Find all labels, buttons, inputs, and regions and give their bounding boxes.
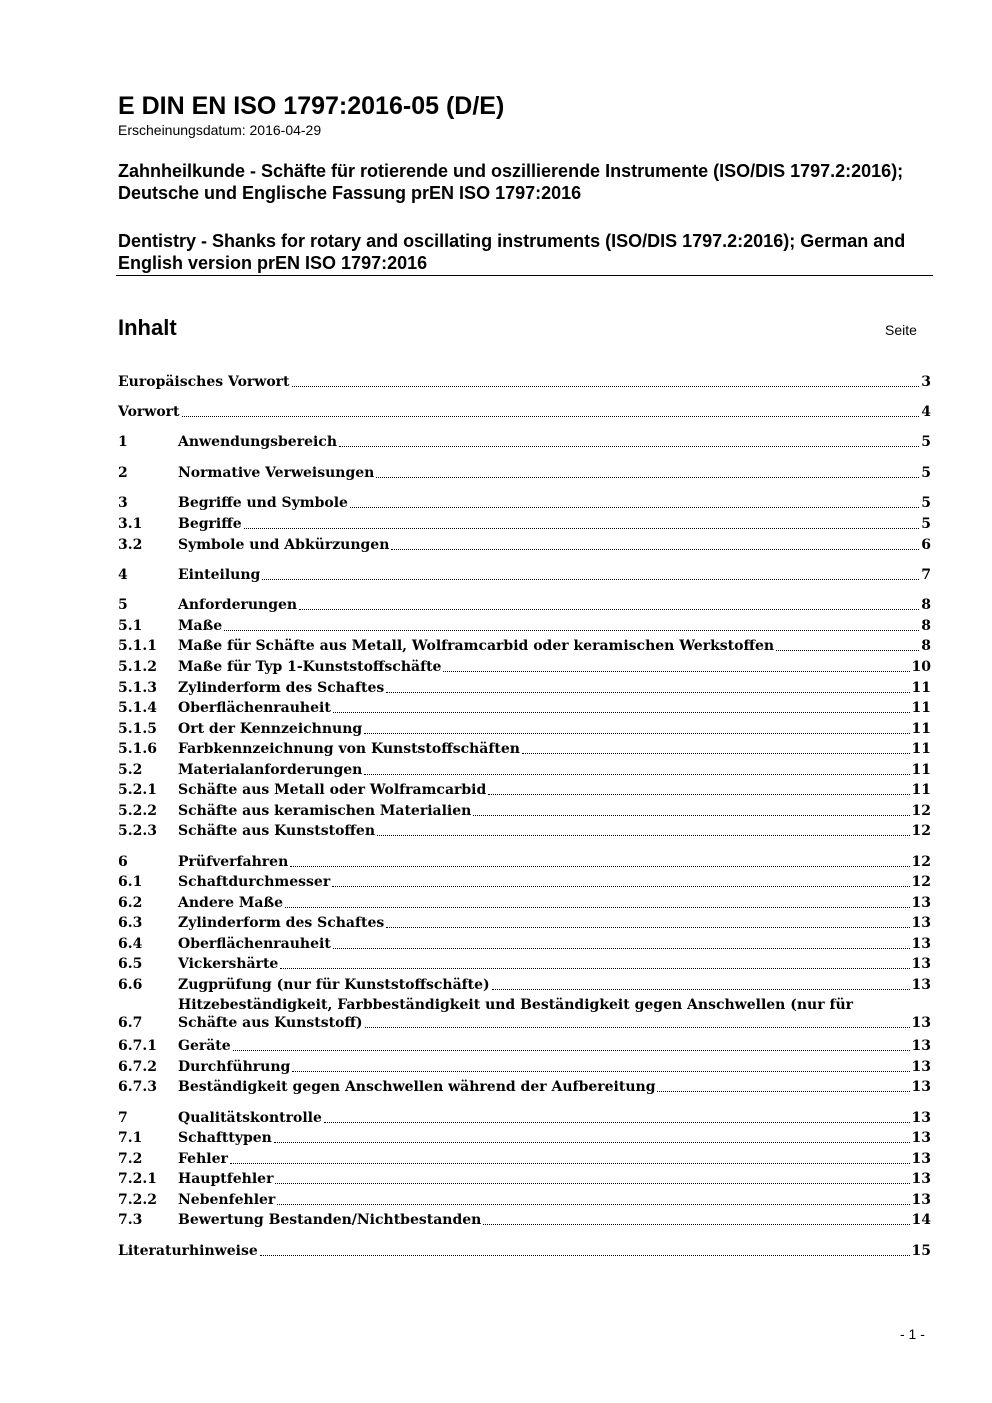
toc-entry[interactable]	[118, 740, 931, 758]
toc-entry-page: 5	[921, 495, 931, 511]
toc-entry-page: 13	[911, 936, 931, 952]
toc-entry-number: 5.1.6	[118, 741, 157, 757]
toc-leader-dots	[377, 835, 910, 836]
toc-leader-dots	[443, 671, 909, 672]
toc-entry[interactable]	[118, 935, 931, 953]
toc-entry-page: 5	[921, 516, 931, 532]
publication-date: Erscheinungsdatum: 2016-04-29	[118, 122, 322, 138]
toc-entry-label: Geräte	[178, 1038, 231, 1054]
toc-entry-label: Maße für Schäfte aus Metall, Wolframcarbid oder keramischen Werkstoffen	[178, 638, 775, 654]
toc-entry-label: Materialanforderungen	[178, 762, 363, 778]
toc-entry-label: Hauptfehler	[178, 1171, 274, 1187]
toc-entry-page: 13	[911, 956, 931, 972]
toc-entry[interactable]	[118, 515, 931, 533]
toc-entry-number: 2	[118, 465, 128, 481]
page-number: - 1 -	[900, 1326, 925, 1342]
toc-entry-number: 3.2	[118, 537, 143, 553]
toc-entry[interactable]	[118, 1211, 931, 1229]
toc-entry[interactable]	[118, 464, 931, 482]
toc-entry[interactable]	[118, 761, 931, 779]
toc-entry[interactable]	[118, 955, 931, 973]
toc-entry-label: Bewertung Bestanden/Nichtbestanden	[178, 1212, 482, 1228]
toc-entry-label: Begriffe und Symbole	[178, 495, 348, 511]
toc-entry-page: 13	[911, 1110, 931, 1126]
toc-entry-label: Literaturhinweise	[118, 1243, 258, 1259]
toc-entry-label: Vorwort	[118, 404, 180, 420]
toc-leader-dots	[488, 794, 909, 795]
toc-entry-page: 11	[911, 680, 931, 696]
header-divider	[116, 275, 933, 276]
toc-entry-page: 12	[911, 803, 931, 819]
toc-entry-page: 13	[911, 977, 931, 993]
toc-entry[interactable]	[118, 679, 931, 697]
toc-entry[interactable]	[118, 566, 931, 584]
toc-leader-dots	[274, 1142, 910, 1143]
toc-entry-page: 13	[911, 1171, 931, 1187]
toc-leader-dots	[339, 446, 919, 447]
toc-entry[interactable]	[118, 699, 931, 717]
toc-entry-number: 5.2.1	[118, 782, 157, 798]
toc-leader-dots	[333, 948, 910, 949]
toc-leader-dots	[522, 753, 910, 754]
toc-entry-number: 7.2	[118, 1151, 143, 1167]
toc-leader-dots	[333, 712, 910, 713]
toc-entry-page: 4	[921, 404, 931, 420]
toc-entry[interactable]	[118, 536, 931, 554]
toc-entry-label: Beständigkeit gegen Anschwellen während der Aufbereitung	[178, 1079, 656, 1095]
toc-entry-number: 6	[118, 854, 128, 870]
toc-entry-page: 5	[921, 434, 931, 450]
toc-entry-label: Schafttypen	[178, 1130, 272, 1146]
toc-entry-label: Oberflächenrauheit	[178, 936, 331, 952]
toc-entry-number: 5.1	[118, 618, 143, 634]
toc-entry-page: 11	[911, 721, 931, 737]
toc-entry-label: Andere Maße	[178, 895, 284, 911]
toc-entry-page: 8	[921, 597, 931, 613]
toc-entry-label: Nebenfehler	[178, 1192, 276, 1208]
toc-entry-number: 7.2.2	[118, 1192, 157, 1208]
toc-entry-number: 6.7	[118, 1015, 143, 1031]
toc-entry-label: Schäfte aus keramischen Materialien	[178, 803, 472, 819]
toc-entry[interactable]	[118, 373, 931, 391]
toc-entry-number: 5	[118, 597, 128, 613]
toc-leader-dots	[364, 774, 909, 775]
toc-leader-dots	[285, 907, 910, 908]
toc-leader-dots	[350, 507, 919, 508]
toc-entry-label: Zugprüfung (nur für Kunststoffschäfte)	[178, 977, 490, 993]
toc-entry[interactable]	[118, 433, 931, 451]
toc-leader-dots	[182, 416, 920, 417]
toc-entry[interactable]	[118, 853, 931, 871]
toc-entry-page: 13	[911, 1151, 931, 1167]
toc-entry-number: 5.2.2	[118, 803, 157, 819]
toc-entry-number: 1	[118, 434, 128, 450]
toc-entry[interactable]	[118, 720, 931, 738]
toc-entry-page: 11	[911, 700, 931, 716]
toc-entry-number: 7.3	[118, 1212, 143, 1228]
toc-entry-page: 13	[911, 915, 931, 931]
toc-entry-number: 3.1	[118, 516, 143, 532]
toc-leader-dots	[233, 1050, 910, 1051]
toc-leader-dots	[224, 630, 919, 631]
toc-leader-dots	[483, 1224, 909, 1225]
toc-entry-page: 12	[911, 823, 931, 839]
toc-entry-label: Farbkennzeichnung von Kunststoffschäften	[178, 741, 520, 757]
title-english: Dentistry - Shanks for rotary and oscillating instruments (ISO/DIS 1797.2:2016); German and English version prEN ISO 1797:2016	[118, 231, 906, 273]
toc-entry-label: Zylinderform des Schaftes	[178, 915, 385, 931]
toc-entry[interactable]	[118, 914, 931, 932]
toc-entry-number: 6.5	[118, 956, 143, 972]
toc-leader-dots	[299, 609, 919, 610]
toc-leader-dots	[324, 1122, 910, 1123]
toc-heading: Inhalt	[118, 315, 177, 340]
toc-entry-label: Maße	[178, 618, 223, 634]
toc-entry-number: 5.1.4	[118, 700, 157, 716]
toc-entry-label: Einteilung	[178, 567, 261, 583]
toc-entry-page: 7	[921, 567, 931, 583]
toc-entry-page: 8	[921, 638, 931, 654]
toc-leader-dots	[262, 579, 919, 580]
toc-leader-dots	[292, 386, 920, 387]
toc-entry[interactable]	[118, 658, 931, 676]
toc-entry-page: 11	[911, 762, 931, 778]
toc-entry-page: 10	[911, 659, 931, 675]
page-column-label: Seite	[885, 322, 917, 338]
toc-entry-page: 15	[911, 1243, 931, 1259]
toc-entry-label: Ort der Kennzeichnung	[178, 721, 363, 737]
toc-leader-dots	[492, 989, 910, 990]
toc-entry[interactable]	[118, 494, 931, 512]
document-id: E DIN EN ISO 1797:2016-05 (D/E)	[118, 92, 505, 120]
toc-entry-label: Schäfte aus Kunststoffen	[178, 823, 375, 839]
toc-entry-label: Oberflächenrauheit	[178, 700, 331, 716]
toc-entry-label: Anforderungen	[178, 597, 298, 613]
toc-leader-dots	[244, 528, 920, 529]
toc-entry[interactable]	[118, 403, 931, 421]
toc-leader-dots	[386, 927, 909, 928]
toc-entry-page: 11	[911, 782, 931, 798]
toc-entry[interactable]	[118, 802, 931, 820]
toc-entry-page: 12	[911, 854, 931, 870]
toc-entry-page: 5	[921, 465, 931, 481]
toc-entry-page: 13	[911, 1059, 931, 1075]
toc-entry-page: 6	[921, 537, 931, 553]
toc-entry[interactable]	[118, 1037, 931, 1055]
toc-entry-number: 3	[118, 495, 128, 511]
toc-entry[interactable]	[118, 1191, 931, 1209]
toc-entry[interactable]	[118, 1242, 931, 1260]
toc-entry-page: 13	[911, 1015, 931, 1031]
toc-entry-label: Vickershärte	[178, 956, 279, 972]
toc-entry-number: 6.4	[118, 936, 143, 952]
toc-entry-number: 5.1.5	[118, 721, 157, 737]
toc-leader-dots	[280, 968, 909, 969]
toc-entry-label: Fehler	[178, 1151, 228, 1167]
toc-entry[interactable]	[118, 822, 931, 840]
toc-entry-label: Zylinderform des Schaftes	[178, 680, 385, 696]
toc-entry-label: Qualitätskontrolle	[178, 1110, 322, 1126]
toc-entry[interactable]	[118, 781, 931, 799]
toc-entry-number: 6.7.1	[118, 1038, 157, 1054]
toc-entry[interactable]	[118, 1129, 931, 1147]
toc-entry-label: Durchführung	[178, 1059, 291, 1075]
toc-entry-page: 13	[911, 1079, 931, 1095]
toc-entry-label: Symbole und Abkürzungen	[178, 537, 390, 553]
toc-entry[interactable]	[118, 617, 931, 635]
toc-entry-label: Normative Verweisungen	[178, 465, 375, 481]
toc-entry-number: 5.1.2	[118, 659, 157, 675]
toc-entry-number: 6.6	[118, 977, 143, 993]
toc-entry-number: 7.2.1	[118, 1171, 157, 1187]
toc-entry-number: 5.2	[118, 762, 143, 778]
toc-leader-dots	[391, 549, 919, 550]
toc-leader-dots	[364, 733, 909, 734]
title-german: Zahnheilkunde - Schäfte für rotierende und oszillierende Instrumente (ISO/DIS 1797.2:2016); Deutsche und Englische Fassung prEN ISO 1797:2016	[118, 161, 904, 203]
toc-entry[interactable]	[118, 873, 931, 891]
toc-entry[interactable]	[118, 1170, 931, 1188]
toc-leader-dots	[260, 1255, 910, 1256]
toc-leader-dots	[386, 692, 909, 693]
toc-leader-dots	[776, 650, 919, 651]
toc-entry-number: 7	[118, 1110, 128, 1126]
toc-entry[interactable]	[118, 1109, 931, 1127]
toc-entry-label: Anwendungsbereich	[178, 434, 337, 450]
toc-entry-number: 5.2.3	[118, 823, 157, 839]
toc-entry-number: 6.3	[118, 915, 143, 931]
toc-entry-number: 6.1	[118, 874, 143, 890]
toc-leader-dots	[657, 1091, 909, 1092]
toc-entry-page: 13	[911, 1038, 931, 1054]
toc-leader-dots	[230, 1163, 910, 1164]
toc-entry[interactable]	[118, 637, 931, 655]
toc-entry-number: 6.2	[118, 895, 143, 911]
toc-entry-label: Europäisches Vorwort	[118, 374, 290, 390]
toc-leader-dots	[332, 886, 909, 887]
toc-entry-page: 11	[911, 741, 931, 757]
toc-entry-label: Begriffe	[178, 516, 242, 532]
toc-leader-dots	[365, 1027, 910, 1028]
toc-entry-label: Schaftdurchmesser	[178, 874, 331, 890]
toc-entry-number: 7.1	[118, 1130, 143, 1146]
toc-entry-number: 5.1.1	[118, 638, 157, 654]
toc-entry[interactable]	[118, 976, 931, 994]
toc-entry-page: 13	[911, 1130, 931, 1146]
toc-entry[interactable]	[118, 1078, 931, 1096]
toc-entry-number: 6.7.3	[118, 1079, 157, 1095]
toc-leader-dots	[275, 1183, 909, 1184]
toc-entry-number: 6.7.2	[118, 1059, 157, 1075]
toc-entry[interactable]	[118, 1058, 931, 1076]
toc-leader-dots	[473, 815, 909, 816]
toc-entry-label: Schäfte aus Metall oder Wolframcarbid	[178, 782, 487, 798]
toc-leader-dots	[292, 1071, 909, 1072]
toc-entry-number: 4	[118, 567, 128, 583]
toc-entry[interactable]	[118, 996, 931, 1032]
toc-entry-page: 13	[911, 1192, 931, 1208]
toc-entry-number: 5.1.3	[118, 680, 157, 696]
toc-entry-label: Prüfverfahren	[178, 854, 289, 870]
toc-entry[interactable]	[118, 894, 931, 912]
toc-entry-label-continued: Schäfte aus Kunststoff)	[178, 1015, 363, 1031]
toc-entry-label: Maße für Typ 1-Kunststoffschäfte	[178, 659, 442, 675]
toc-leader-dots	[376, 477, 919, 478]
toc-entry[interactable]	[118, 596, 931, 614]
toc-entry-page: 12	[911, 874, 931, 890]
toc-entry[interactable]	[118, 1150, 931, 1168]
toc-entry-page: 3	[921, 374, 931, 390]
toc-entry-page: 13	[911, 895, 931, 911]
toc-entry-page: 14	[911, 1212, 931, 1228]
toc-entry-page: 8	[921, 618, 931, 634]
toc-leader-dots	[277, 1204, 909, 1205]
toc-entry-label: Hitzebeständigkeit, Farbbeständigkeit und Beständigkeit gegen Anschwellen (nur für	[178, 997, 854, 1013]
toc-leader-dots	[290, 866, 909, 867]
